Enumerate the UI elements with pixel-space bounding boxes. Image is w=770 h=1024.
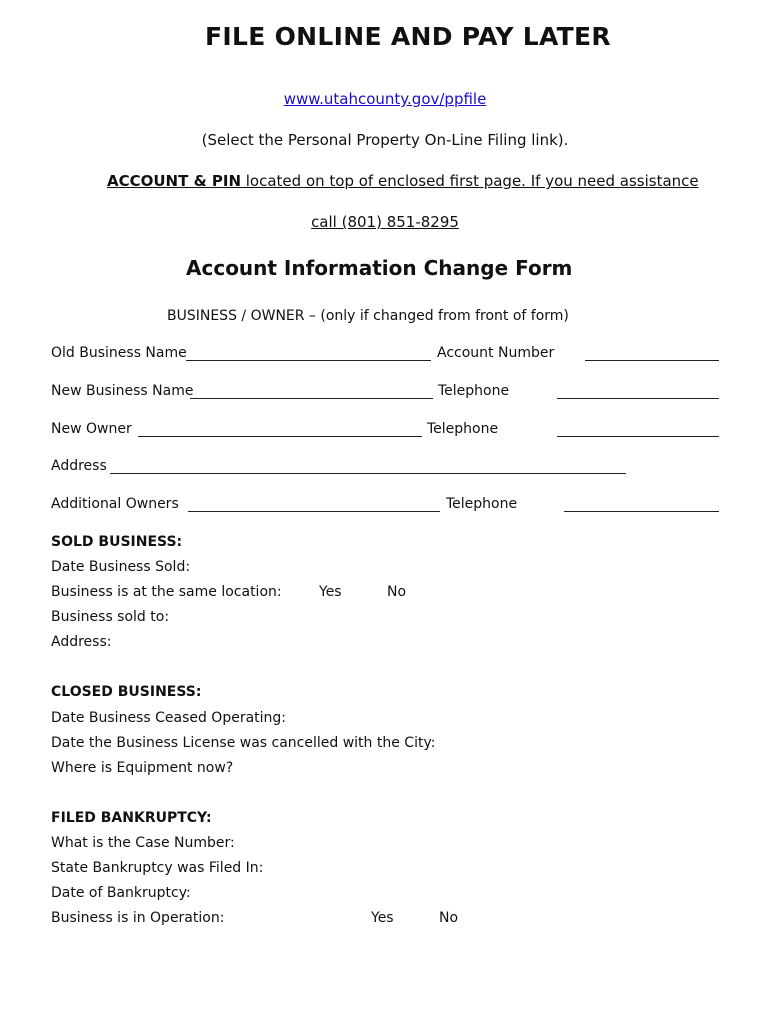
closed-business-heading: CLOSED BUSINESS:	[51, 684, 202, 700]
bankruptcy-date-label: Date of Bankruptcy:	[51, 885, 191, 901]
new-owner-field[interactable]	[138, 436, 422, 437]
address-field[interactable]	[110, 473, 626, 474]
telephone-field-1[interactable]	[557, 398, 719, 399]
telephone-field-3[interactable]	[564, 511, 719, 512]
new-owner-label: New Owner	[51, 421, 132, 437]
ceased-operating-label: Date Business Ceased Operating:	[51, 710, 287, 726]
additional-owners-field[interactable]	[188, 511, 440, 512]
call-line: call (801) 851-8295	[311, 213, 459, 231]
assistance-line	[107, 172, 699, 190]
license-cancelled-label: Date the Business License was cancelled with the City:	[51, 735, 436, 751]
additional-owners-label: Additional Owners	[51, 496, 179, 512]
account-number-field[interactable]	[585, 360, 719, 361]
telephone-label-2: Telephone	[427, 421, 499, 437]
same-location-yes[interactable]: Yes	[319, 584, 342, 600]
form-title: Account Information Change Form	[186, 256, 573, 280]
new-business-name-field[interactable]	[190, 398, 433, 399]
assistance-text: located on top of enclosed first page. If you need assistance	[241, 172, 699, 190]
sold-address-label: Address:	[51, 634, 112, 650]
old-business-name-field[interactable]	[186, 360, 431, 361]
account-number-label: Account Number	[437, 345, 555, 361]
telephone-field-2[interactable]	[557, 436, 719, 437]
bankruptcy-state-label: State Bankruptcy was Filed In:	[51, 860, 264, 876]
same-location-label: Business is at the same location:	[51, 584, 282, 600]
ppfile-link[interactable]: www.utahcounty.gov/ppfile	[283, 90, 487, 108]
new-business-name-label: New Business Name	[51, 383, 194, 399]
same-location-no[interactable]: No	[387, 584, 407, 600]
page-title: FILE ONLINE AND PAY LATER	[205, 22, 611, 51]
form-subhead: BUSINESS / OWNER – (only if changed from front of form)	[167, 308, 569, 324]
old-business-name-label: Old Business Name	[51, 345, 187, 361]
case-number-label: What is the Case Number:	[51, 835, 235, 851]
equipment-location-label: Where is Equipment now?	[51, 760, 234, 776]
in-operation-yes[interactable]: Yes	[371, 910, 394, 926]
sold-business-heading: SOLD BUSINESS:	[51, 534, 183, 550]
in-operation-label: Business is in Operation:	[51, 910, 225, 926]
account-pin-label: ACCOUNT & PIN	[107, 172, 241, 190]
date-sold-label: Date Business Sold:	[51, 559, 191, 575]
bankruptcy-heading: FILED BANKRUPTCY:	[51, 810, 212, 826]
link-note: (Select the Personal Property On-Line Filing link).	[201, 131, 569, 149]
sold-to-label: Business sold to:	[51, 609, 170, 625]
telephone-label-3: Telephone	[446, 496, 518, 512]
address-label: Address	[51, 458, 107, 474]
in-operation-no[interactable]: No	[439, 910, 459, 926]
telephone-label-1: Telephone	[438, 383, 510, 399]
